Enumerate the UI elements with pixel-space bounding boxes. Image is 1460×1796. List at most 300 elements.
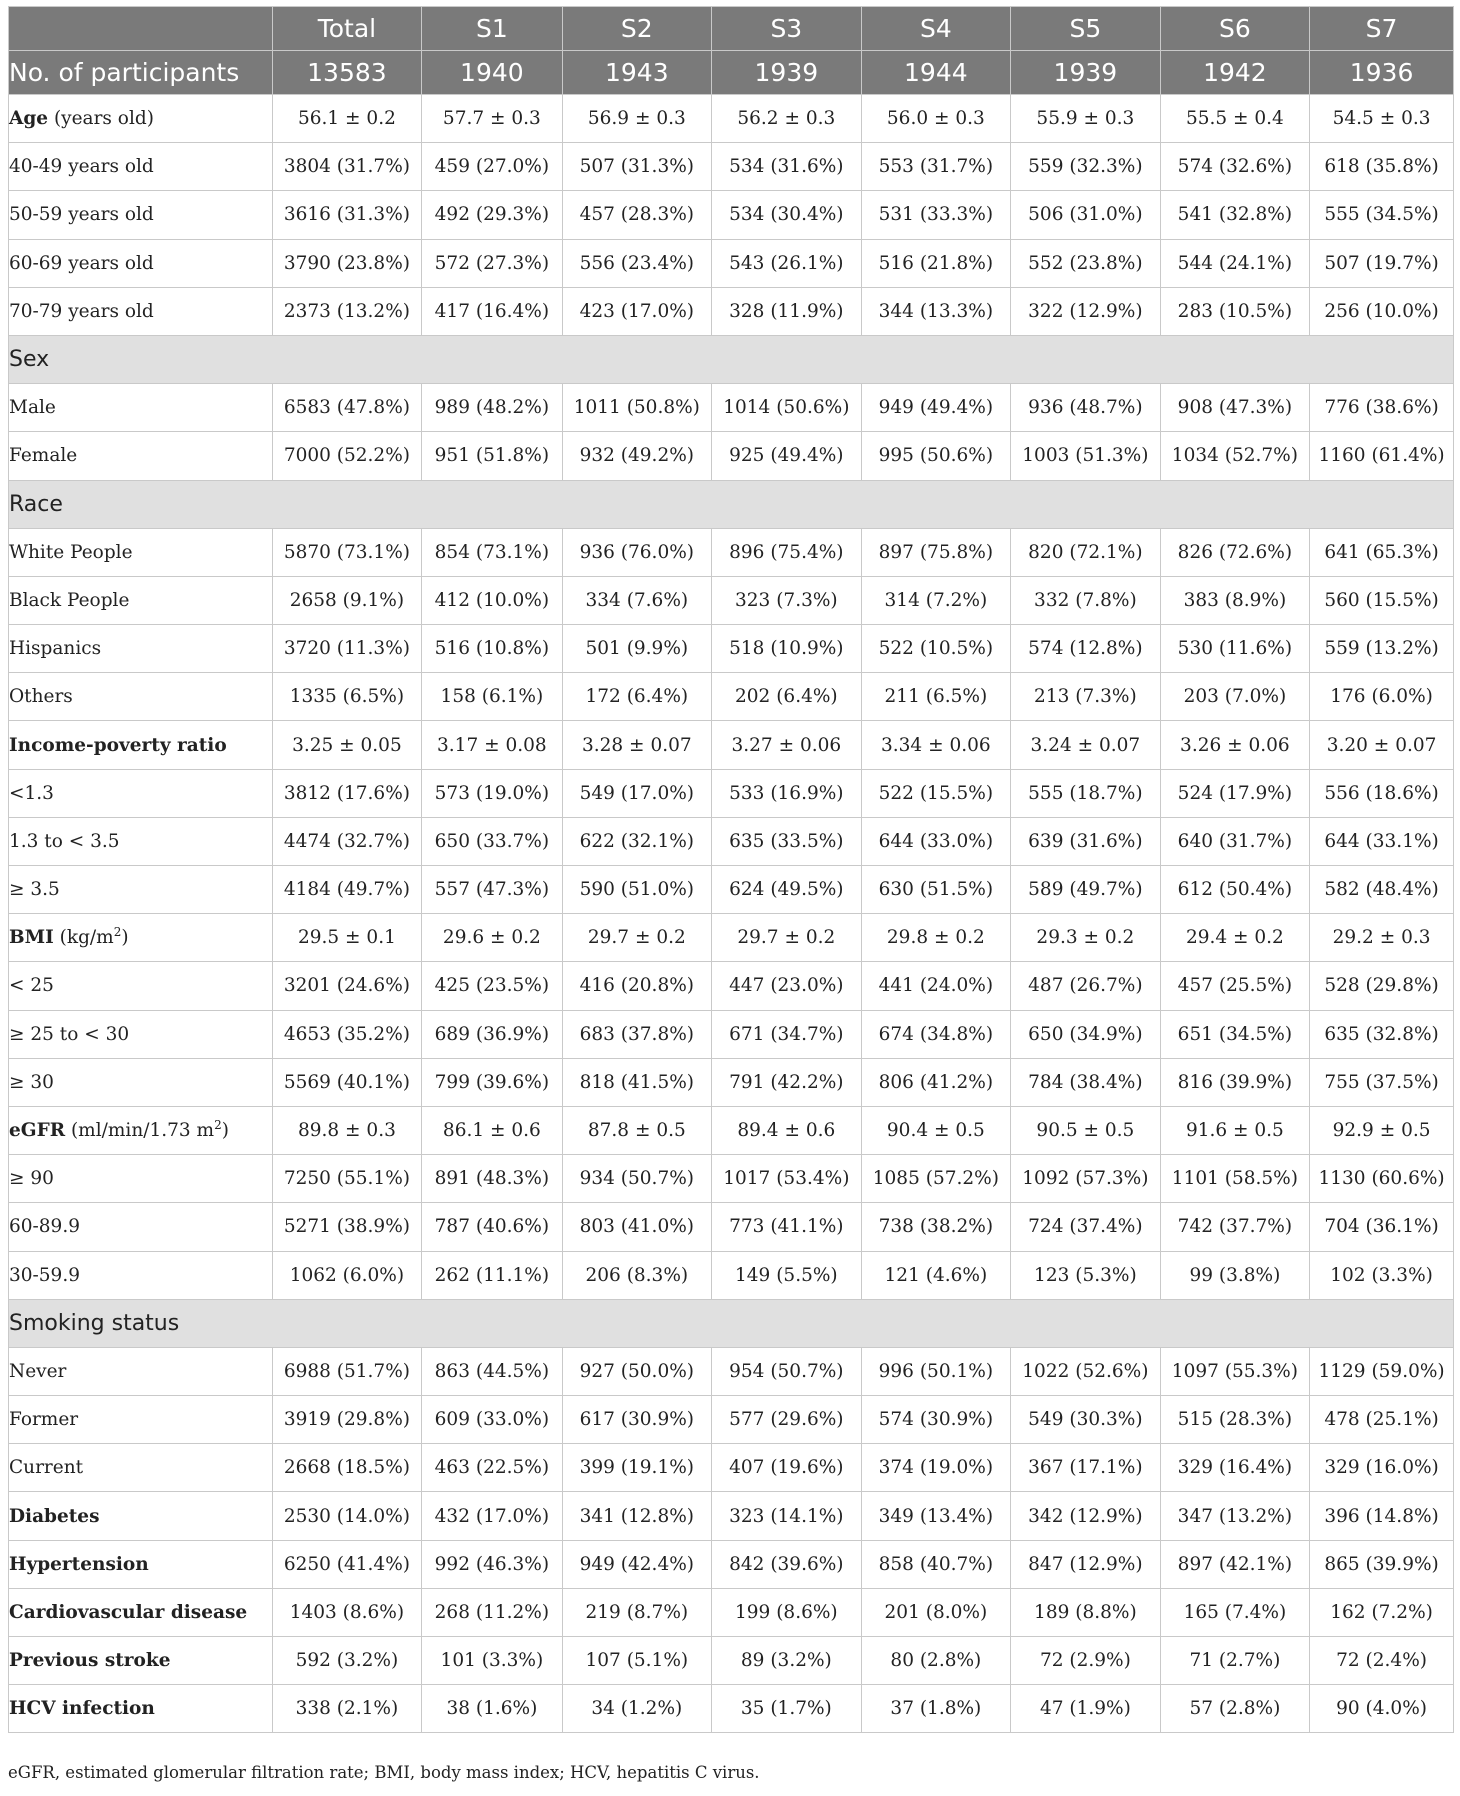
- table-cell: 268 (11.2%): [422, 1588, 562, 1636]
- table-cell: 791 (42.2%): [712, 1058, 862, 1106]
- row-label: [9, 1492, 273, 1540]
- table-cell: 799 (39.6%): [422, 1058, 562, 1106]
- row-label: [9, 1251, 273, 1299]
- table-cell: 3.25 ± 0.05: [272, 721, 422, 769]
- row-label: [9, 191, 273, 239]
- row-label-text: ≥ 25 to < 30: [9, 1023, 130, 1045]
- table-cell: 863 (44.5%): [422, 1347, 562, 1395]
- row-label: [9, 1637, 273, 1685]
- header-cell: 1936: [1310, 51, 1454, 95]
- row-unit-superscript: 2: [113, 925, 122, 940]
- row-unit: (kg/m: [53, 927, 114, 949]
- table-cell: 6250 (41.4%): [272, 1540, 422, 1588]
- table-cell: 574 (30.9%): [861, 1396, 1011, 1444]
- row-label-text: ≥ 90: [9, 1168, 54, 1190]
- table-cell: 56.9 ± 0.3: [562, 95, 712, 143]
- table-cell: 412 (10.0%): [422, 576, 562, 624]
- row-label-text: White People: [9, 541, 133, 563]
- table-row: [9, 1396, 1454, 1444]
- section-row: [9, 480, 1454, 528]
- table-cell: 425 (23.5%): [422, 962, 562, 1010]
- table-cell: 1017 (53.4%): [712, 1155, 862, 1203]
- table-cell: 5870 (73.1%): [272, 528, 422, 576]
- row-label: [9, 528, 273, 576]
- table-cell: 219 (8.7%): [562, 1588, 712, 1636]
- table-cell: 90.5 ± 0.5: [1011, 1106, 1161, 1154]
- table-cell: 1092 (57.3%): [1011, 1155, 1161, 1203]
- table-cell: 533 (16.9%): [712, 769, 862, 817]
- table-cell: 283 (10.5%): [1160, 287, 1310, 335]
- row-unit: (years old): [48, 108, 154, 130]
- table-cell: 417 (16.4%): [422, 287, 562, 335]
- table-cell: 826 (72.6%): [1160, 528, 1310, 576]
- header-row-participants: [9, 51, 1454, 95]
- table-cell: 644 (33.0%): [861, 817, 1011, 865]
- table-cell: 89.4 ± 0.6: [712, 1106, 862, 1154]
- table-cell: 29.8 ± 0.2: [861, 914, 1011, 962]
- table-cell: 121 (4.6%): [861, 1251, 1011, 1299]
- table-cell: 689 (36.9%): [422, 1010, 562, 1058]
- table-cell: 549 (17.0%): [562, 769, 712, 817]
- row-label-text: BMI: [9, 927, 54, 949]
- table-cell: 534 (30.4%): [712, 191, 862, 239]
- table-cell: 572 (27.3%): [422, 239, 562, 287]
- table-cell: 56.2 ± 0.3: [712, 95, 862, 143]
- table-cell: 107 (5.1%): [562, 1637, 712, 1685]
- table-cell: 176 (6.0%): [1310, 673, 1454, 721]
- table-cell: 5569 (40.1%): [272, 1058, 422, 1106]
- table-cell: 35 (1.7%): [712, 1685, 862, 1733]
- table-row: [9, 1203, 1454, 1251]
- table-cell: 818 (41.5%): [562, 1058, 712, 1106]
- table-cell: 3.20 ± 0.07: [1310, 721, 1454, 769]
- table-cell: 995 (50.6%): [861, 432, 1011, 480]
- section-label: Smoking status: [9, 1299, 1454, 1347]
- table-cell: 522 (10.5%): [861, 625, 1011, 673]
- table-cell: 820 (72.1%): [1011, 528, 1161, 576]
- row-label-text: 60-69 years old: [9, 252, 154, 274]
- table-cell: 787 (40.6%): [422, 1203, 562, 1251]
- table-cell: 149 (5.5%): [712, 1251, 862, 1299]
- header-cell: 1942: [1160, 51, 1310, 95]
- row-label: [9, 962, 273, 1010]
- row-label: [9, 143, 273, 191]
- table-cell: 609 (33.0%): [422, 1396, 562, 1444]
- row-label-text: 40-49 years old: [9, 156, 154, 178]
- row-label: [9, 1588, 273, 1636]
- table-cell: 556 (23.4%): [562, 239, 712, 287]
- table-cell: 29.6 ± 0.2: [422, 914, 562, 962]
- header-row-groups: [9, 7, 1454, 51]
- table-cell: 534 (31.6%): [712, 143, 862, 191]
- table-body: [9, 95, 1454, 1733]
- row-label-text: Age: [9, 108, 49, 130]
- table-cell: 3.34 ± 0.06: [861, 721, 1011, 769]
- table-cell: 338 (2.1%): [272, 1685, 422, 1733]
- table-cell: 927 (50.0%): [562, 1347, 712, 1395]
- table-cell: 7000 (52.2%): [272, 432, 422, 480]
- row-label: [9, 432, 273, 480]
- table-cell: 516 (10.8%): [422, 625, 562, 673]
- table-cell: 842 (39.6%): [712, 1540, 862, 1588]
- table-cell: 622 (32.1%): [562, 817, 712, 865]
- section-row: [9, 1299, 1454, 1347]
- table-cell: 1101 (58.5%): [1160, 1155, 1310, 1203]
- table-cell: 4474 (32.7%): [272, 817, 422, 865]
- table-cell: 6583 (47.8%): [272, 384, 422, 432]
- table-cell: 651 (34.5%): [1160, 1010, 1310, 1058]
- header-cell: 1939: [712, 51, 862, 95]
- row-label-text: < 25: [9, 975, 54, 997]
- table-cell: 34 (1.2%): [562, 1685, 712, 1733]
- table-cell: 776 (38.6%): [1310, 384, 1454, 432]
- table-cell: 506 (31.0%): [1011, 191, 1161, 239]
- table-cell: 344 (13.3%): [861, 287, 1011, 335]
- table-row: [9, 287, 1454, 335]
- table-row: [9, 143, 1454, 191]
- table-cell: 447 (23.0%): [712, 962, 862, 1010]
- row-label-text: Never: [9, 1360, 67, 1382]
- row-label-text: 50-59 years old: [9, 204, 154, 226]
- table-cell: 541 (32.8%): [1160, 191, 1310, 239]
- table-row: [9, 673, 1454, 721]
- table-cell: 932 (49.2%): [562, 432, 712, 480]
- table-cell: 992 (46.3%): [422, 1540, 562, 1588]
- table-cell: 530 (11.6%): [1160, 625, 1310, 673]
- table-cell: 3201 (24.6%): [272, 962, 422, 1010]
- table-cell: 3.28 ± 0.07: [562, 721, 712, 769]
- table-cell: 555 (18.7%): [1011, 769, 1161, 817]
- table-cell: 617 (30.9%): [562, 1396, 712, 1444]
- table-cell: 342 (12.9%): [1011, 1492, 1161, 1540]
- table-cell: 635 (32.8%): [1310, 1010, 1454, 1058]
- table-cell: 201 (8.0%): [861, 1588, 1011, 1636]
- table-row: [9, 1106, 1454, 1154]
- table-cell: 6988 (51.7%): [272, 1347, 422, 1395]
- table-cell: 674 (34.8%): [861, 1010, 1011, 1058]
- row-label-text: Current: [9, 1457, 84, 1479]
- table-cell: 612 (50.4%): [1160, 866, 1310, 914]
- table-cell: 329 (16.4%): [1160, 1444, 1310, 1492]
- table-cell: 573 (19.0%): [422, 769, 562, 817]
- table-cell: 72 (2.4%): [1310, 1637, 1454, 1685]
- row-label: [9, 1396, 273, 1444]
- table-cell: 5271 (38.9%): [272, 1203, 422, 1251]
- table-cell: 158 (6.1%): [422, 673, 562, 721]
- table-cell: 89.8 ± 0.3: [272, 1106, 422, 1154]
- header-cell: [9, 7, 273, 51]
- table-row: [9, 1444, 1454, 1492]
- table-cell: 189 (8.8%): [1011, 1588, 1161, 1636]
- row-label: [9, 1347, 273, 1395]
- table-cell: 1003 (51.3%): [1011, 432, 1161, 480]
- table-row: [9, 191, 1454, 239]
- table-cell: 3.26 ± 0.06: [1160, 721, 1310, 769]
- table-cell: 328 (11.9%): [712, 287, 862, 335]
- header-cell: S6: [1160, 7, 1310, 51]
- table-cell: 3.24 ± 0.07: [1011, 721, 1161, 769]
- table-cell: 91.6 ± 0.5: [1160, 1106, 1310, 1154]
- table-footnote: eGFR, estimated glomerular filtration rate; BMI, body mass index; HCV, hepatitis C virus.: [8, 1763, 760, 1782]
- table-cell: 507 (31.3%): [562, 143, 712, 191]
- table-cell: 531 (33.3%): [861, 191, 1011, 239]
- table-cell: 57 (2.8%): [1160, 1685, 1310, 1733]
- table-cell: 544 (24.1%): [1160, 239, 1310, 287]
- table-cell: 574 (12.8%): [1011, 625, 1161, 673]
- table-cell: 423 (17.0%): [562, 287, 712, 335]
- table-cell: 949 (49.4%): [861, 384, 1011, 432]
- table-cell: 162 (7.2%): [1310, 1588, 1454, 1636]
- table-cell: 457 (25.5%): [1160, 962, 1310, 1010]
- table-cell: 416 (20.8%): [562, 962, 712, 1010]
- table-cell: 543 (26.1%): [712, 239, 862, 287]
- table-cell: 123 (5.3%): [1011, 1251, 1161, 1299]
- header-cell: 1943: [562, 51, 712, 95]
- table-cell: 71 (2.7%): [1160, 1637, 1310, 1685]
- table-cell: 1160 (61.4%): [1310, 432, 1454, 480]
- table-cell: 47 (1.9%): [1011, 1685, 1161, 1733]
- table-cell: 55.5 ± 0.4: [1160, 95, 1310, 143]
- row-label-text: <1.3: [9, 782, 54, 804]
- row-label-text: 70-79 years old: [9, 300, 154, 322]
- section-label: Sex: [9, 335, 1454, 383]
- table-cell: 492 (29.3%): [422, 191, 562, 239]
- row-label: [9, 1540, 273, 1588]
- table-cell: 329 (16.0%): [1310, 1444, 1454, 1492]
- table-cell: 4653 (35.2%): [272, 1010, 422, 1058]
- table-cell: 2668 (18.5%): [272, 1444, 422, 1492]
- table-cell: 896 (75.4%): [712, 528, 862, 576]
- table-cell: 90 (4.0%): [1310, 1685, 1454, 1733]
- row-label-text: ≥ 3.5: [9, 879, 60, 901]
- characteristics-table: [8, 6, 1454, 1733]
- table-row: [9, 1540, 1454, 1588]
- row-unit-end: ): [121, 927, 129, 949]
- table-cell: 996 (50.1%): [861, 1347, 1011, 1395]
- table-cell: 650 (34.9%): [1011, 1010, 1161, 1058]
- header-cell: Total: [272, 7, 422, 51]
- table-cell: 557 (47.3%): [422, 866, 562, 914]
- table-row: [9, 769, 1454, 817]
- row-label: [9, 1106, 273, 1154]
- table-cell: 574 (32.6%): [1160, 143, 1310, 191]
- table-cell: 556 (18.6%): [1310, 769, 1454, 817]
- table-row: [9, 432, 1454, 480]
- row-label-text: 1.3 to < 3.5: [9, 830, 120, 852]
- row-label-text: Others: [9, 686, 73, 708]
- table-cell: 518 (10.9%): [712, 625, 862, 673]
- table-cell: 374 (19.0%): [861, 1444, 1011, 1492]
- row-label-text: eGFR: [9, 1120, 66, 1142]
- row-label-text: Hispanics: [9, 638, 102, 660]
- table-cell: 559 (32.3%): [1011, 143, 1161, 191]
- table-cell: 858 (40.7%): [861, 1540, 1011, 1588]
- table-cell: 3720 (11.3%): [272, 625, 422, 673]
- table-cell: 784 (38.4%): [1011, 1058, 1161, 1106]
- table-cell: 38 (1.6%): [422, 1685, 562, 1733]
- table-cell: 3616 (31.3%): [272, 191, 422, 239]
- header-cell: S2: [562, 7, 712, 51]
- table-cell: 592 (3.2%): [272, 1637, 422, 1685]
- table-cell: 1062 (6.0%): [272, 1251, 422, 1299]
- table-cell: 897 (42.1%): [1160, 1540, 1310, 1588]
- table-row: [9, 914, 1454, 962]
- table-cell: 641 (65.3%): [1310, 528, 1454, 576]
- table-cell: 522 (15.5%): [861, 769, 1011, 817]
- table-cell: 2658 (9.1%): [272, 576, 422, 624]
- table-cell: 432 (17.0%): [422, 1492, 562, 1540]
- row-label-text: Income-poverty ratio: [9, 734, 227, 756]
- table-cell: 847 (12.9%): [1011, 1540, 1161, 1588]
- table-cell: 1011 (50.8%): [562, 384, 712, 432]
- table-cell: 29.4 ± 0.2: [1160, 914, 1310, 962]
- table-row: [9, 528, 1454, 576]
- row-unit-end: ): [221, 1120, 229, 1142]
- table-row: [9, 625, 1454, 673]
- table-cell: 644 (33.1%): [1310, 817, 1454, 865]
- table-cell: 3804 (31.7%): [272, 143, 422, 191]
- table-cell: 29.3 ± 0.2: [1011, 914, 1161, 962]
- table-cell: 671 (34.7%): [712, 1010, 862, 1058]
- table-cell: 99 (3.8%): [1160, 1251, 1310, 1299]
- table-cell: 90.4 ± 0.5: [861, 1106, 1011, 1154]
- row-label: [9, 1010, 273, 1058]
- row-label: [9, 287, 273, 335]
- table-cell: 806 (41.2%): [861, 1058, 1011, 1106]
- table-row: [9, 1058, 1454, 1106]
- table-cell: 624 (49.5%): [712, 866, 862, 914]
- table-cell: 407 (19.6%): [712, 1444, 862, 1492]
- table-cell: 399 (19.1%): [562, 1444, 712, 1492]
- row-label-text: Black People: [9, 589, 130, 611]
- table-cell: 897 (75.8%): [861, 528, 1011, 576]
- table-cell: 199 (8.6%): [712, 1588, 862, 1636]
- row-label: [9, 1444, 273, 1492]
- table-cell: 773 (41.1%): [712, 1203, 862, 1251]
- table-cell: 553 (31.7%): [861, 143, 1011, 191]
- table-cell: 1335 (6.5%): [272, 673, 422, 721]
- table-row: [9, 817, 1454, 865]
- table-cell: 86.1 ± 0.6: [422, 1106, 562, 1154]
- table-cell: 516 (21.8%): [861, 239, 1011, 287]
- table-cell: 29.7 ± 0.2: [562, 914, 712, 962]
- table-cell: 322 (12.9%): [1011, 287, 1161, 335]
- header-cell: S4: [861, 7, 1011, 51]
- row-label: [9, 239, 273, 287]
- table-row: [9, 1347, 1454, 1395]
- table-cell: 383 (8.9%): [1160, 576, 1310, 624]
- table-cell: 803 (41.0%): [562, 1203, 712, 1251]
- table-cell: 165 (7.4%): [1160, 1588, 1310, 1636]
- table-cell: 55.9 ± 0.3: [1011, 95, 1161, 143]
- table-cell: 1022 (52.6%): [1011, 1347, 1161, 1395]
- table-cell: 334 (7.6%): [562, 576, 712, 624]
- table-cell: 951 (51.8%): [422, 432, 562, 480]
- row-label-text: Previous stroke: [9, 1650, 171, 1672]
- table-cell: 640 (31.7%): [1160, 817, 1310, 865]
- header-cell: S1: [422, 7, 562, 51]
- row-label: [9, 384, 273, 432]
- row-label-text: 30-59.9: [9, 1264, 80, 1286]
- table-cell: 29.5 ± 0.1: [272, 914, 422, 962]
- table-cell: 92.9 ± 0.5: [1310, 1106, 1454, 1154]
- table-cell: 590 (51.0%): [562, 866, 712, 914]
- table-row: [9, 1251, 1454, 1299]
- table-cell: 347 (13.2%): [1160, 1492, 1310, 1540]
- row-label: [9, 1203, 273, 1251]
- table-cell: 1097 (55.3%): [1160, 1347, 1310, 1395]
- table-cell: 589 (49.7%): [1011, 866, 1161, 914]
- table-row: [9, 384, 1454, 432]
- table-cell: 755 (37.5%): [1310, 1058, 1454, 1106]
- row-label: [9, 866, 273, 914]
- table-cell: 367 (17.1%): [1011, 1444, 1161, 1492]
- table-cell: 56.1 ± 0.2: [272, 95, 422, 143]
- section-label: Race: [9, 480, 1454, 528]
- table-cell: 577 (29.6%): [712, 1396, 862, 1444]
- row-label: [9, 625, 273, 673]
- table-cell: 80 (2.8%): [861, 1637, 1011, 1685]
- table-row: [9, 1010, 1454, 1058]
- table-cell: 487 (26.7%): [1011, 962, 1161, 1010]
- table-cell: 639 (31.6%): [1011, 817, 1161, 865]
- table-cell: 3.17 ± 0.08: [422, 721, 562, 769]
- table-cell: 1034 (52.7%): [1160, 432, 1310, 480]
- header-cell: 1940: [422, 51, 562, 95]
- table-cell: 1129 (59.0%): [1310, 1347, 1454, 1395]
- table-cell: 172 (6.4%): [562, 673, 712, 721]
- table-cell: 704 (36.1%): [1310, 1203, 1454, 1251]
- table-cell: 101 (3.3%): [422, 1637, 562, 1685]
- row-unit-superscript: 2: [214, 1117, 222, 1132]
- table-cell: 256 (10.0%): [1310, 287, 1454, 335]
- row-label-text: Former: [9, 1409, 79, 1431]
- row-label-text: Female: [9, 445, 78, 467]
- table-cell: 459 (27.0%): [422, 143, 562, 191]
- table-cell: 724 (37.4%): [1011, 1203, 1161, 1251]
- table-row: [9, 1492, 1454, 1540]
- table-cell: 87.8 ± 0.5: [562, 1106, 712, 1154]
- table-cell: 954 (50.7%): [712, 1347, 862, 1395]
- table-cell: 29.7 ± 0.2: [712, 914, 862, 962]
- table-cell: 57.7 ± 0.3: [422, 95, 562, 143]
- table-row: [9, 962, 1454, 1010]
- table-cell: 908 (47.3%): [1160, 384, 1310, 432]
- table-cell: 332 (7.8%): [1011, 576, 1161, 624]
- table-cell: 457 (28.3%): [562, 191, 712, 239]
- table-cell: 72 (2.9%): [1011, 1637, 1161, 1685]
- table-row: [9, 1685, 1454, 1733]
- row-label: [9, 914, 273, 962]
- table-cell: 549 (30.3%): [1011, 1396, 1161, 1444]
- table-cell: 7250 (55.1%): [272, 1155, 422, 1203]
- table-cell: 560 (15.5%): [1310, 576, 1454, 624]
- table-cell: 262 (11.1%): [422, 1251, 562, 1299]
- table-cell: 936 (76.0%): [562, 528, 712, 576]
- table-cell: 528 (29.8%): [1310, 962, 1454, 1010]
- table-cell: 349 (13.4%): [861, 1492, 1011, 1540]
- table-cell: 934 (50.7%): [562, 1155, 712, 1203]
- table-cell: 206 (8.3%): [562, 1251, 712, 1299]
- table-cell: 582 (48.4%): [1310, 866, 1454, 914]
- header-cell: 1939: [1011, 51, 1161, 95]
- table-cell: 552 (23.8%): [1011, 239, 1161, 287]
- row-label-text: Hypertension: [9, 1553, 149, 1575]
- table-cell: 441 (24.0%): [861, 962, 1011, 1010]
- table-cell: 635 (33.5%): [712, 817, 862, 865]
- table-row: [9, 576, 1454, 624]
- row-label: [9, 673, 273, 721]
